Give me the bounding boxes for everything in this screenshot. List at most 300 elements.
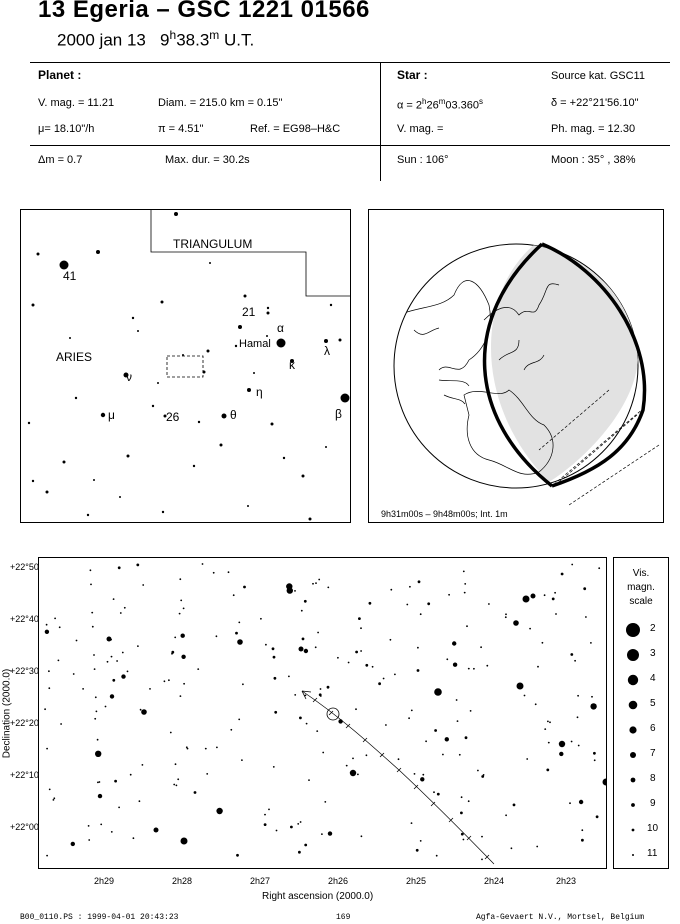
chart-star (290, 826, 293, 829)
chart-star (121, 674, 125, 678)
chart-star (394, 674, 396, 676)
chart-star (327, 587, 329, 589)
field-star (75, 397, 77, 399)
chart-star (301, 610, 303, 612)
chart-star (360, 627, 362, 629)
chart-star (82, 688, 84, 690)
scale-dot (627, 649, 639, 661)
chart-star (365, 664, 368, 667)
chart-star (237, 639, 243, 645)
chart-star (369, 602, 372, 605)
chart-star (274, 711, 277, 714)
chart-star (139, 800, 141, 802)
chart-star (324, 801, 326, 803)
label-41: 41 (63, 269, 77, 283)
field-star (266, 335, 268, 337)
chart-star (59, 626, 61, 628)
chart-star (486, 665, 488, 667)
chart-star (49, 789, 51, 791)
label-kappa: κ (289, 358, 295, 372)
chart-star (238, 622, 240, 624)
chart-star (130, 774, 132, 776)
field-star (341, 394, 350, 403)
footer-org: Agfa-Gevaert N.V., Mortsel, Belgium (476, 913, 645, 922)
event-time: 2000 jan 13 9$^h$38.3$^m$ U.T. (57, 28, 255, 50)
chart-star (465, 736, 468, 739)
chart-star (90, 584, 92, 586)
chart-star (140, 709, 142, 711)
chart-star (571, 741, 573, 743)
chart-star (358, 617, 361, 620)
chart-star (99, 781, 101, 783)
label-21: 21 (242, 305, 256, 319)
field-star (244, 295, 247, 298)
chart-star (542, 642, 544, 644)
scale-dot (629, 726, 636, 733)
chart-star (183, 683, 185, 685)
chart-star (228, 571, 230, 573)
footer-file: B00_0110.PS : 1999-04-01 20:43:23 (20, 913, 179, 922)
chart-star (526, 758, 528, 760)
moon-info: Moon : 35° , 38% (551, 154, 636, 166)
chart-star (142, 584, 144, 586)
chart-star (406, 604, 408, 606)
chart-star (48, 670, 50, 672)
chart-star (555, 613, 557, 615)
chart-star (241, 759, 243, 761)
planet-label: Planet : (38, 68, 82, 82)
chart-star (320, 688, 322, 690)
field-star (63, 461, 66, 464)
chart-star (122, 652, 124, 654)
chart-star (355, 708, 357, 710)
scale-dot (631, 778, 636, 783)
chart-star (294, 590, 296, 592)
chart-star (574, 660, 576, 662)
chart-star (90, 569, 92, 571)
chart-star (591, 696, 593, 698)
chart-star (327, 686, 330, 689)
chart-star (91, 612, 93, 614)
field-star (330, 304, 332, 306)
chart-star (536, 846, 538, 848)
chart-star (112, 679, 115, 682)
star-vmag: V. mag. = (397, 123, 444, 135)
label-hamal: Hamal (239, 338, 271, 350)
chart-star (205, 748, 207, 750)
chart-star (433, 791, 435, 793)
chart-star (477, 770, 479, 772)
chart-star (524, 695, 526, 697)
chart-star (437, 793, 440, 796)
chart-star (366, 754, 368, 756)
chart-star (505, 616, 507, 618)
chart-star (554, 592, 556, 594)
chart-star (136, 564, 139, 567)
chart-star (360, 650, 362, 652)
label-nu: ν (126, 370, 132, 384)
chart-star (581, 829, 583, 831)
chart-star (176, 785, 178, 787)
chart-star (594, 759, 596, 761)
field-star (87, 514, 89, 516)
scale-dot (629, 701, 638, 710)
chart-star (238, 719, 240, 721)
label-theta: θ (230, 408, 237, 422)
chart-star (98, 794, 102, 798)
chart-star (312, 583, 314, 585)
chart-star (308, 779, 310, 781)
field-star (238, 325, 242, 329)
star-label: Star : (397, 68, 428, 82)
chart-star (569, 802, 571, 804)
chart-star (552, 598, 555, 601)
chart-star (544, 728, 546, 730)
chart-star (46, 624, 48, 626)
x-axis-label: Right ascension (2000.0) (262, 891, 374, 902)
scale-label: 7 (650, 748, 656, 759)
planet-mu: μ= 18.10"/h (38, 123, 95, 135)
chart-star (581, 839, 584, 842)
star-phmag: Ph. mag. = 12.30 (551, 123, 636, 135)
chart-star (216, 635, 218, 637)
chart-star (378, 682, 381, 685)
chart-star (216, 747, 218, 749)
xtick-label: 2h25 (406, 876, 427, 886)
field-star (37, 253, 40, 256)
magnitude-scale (613, 557, 669, 869)
chart-star (180, 695, 182, 697)
star-delta: δ = +22°21'56.10" (551, 97, 639, 109)
field-star (119, 496, 121, 498)
chart-star (505, 814, 507, 816)
chart-star (230, 729, 232, 731)
chart-star (97, 739, 99, 741)
chart-star (260, 618, 262, 620)
scale-dot (626, 623, 640, 637)
chart-star (297, 823, 299, 825)
chart-star (171, 653, 173, 655)
chart-star (113, 598, 115, 600)
chart-star (337, 657, 339, 659)
field-star (277, 339, 286, 348)
chart-star (202, 563, 204, 565)
chart-star (300, 821, 302, 823)
field-star (271, 423, 274, 426)
chart-star (272, 647, 275, 650)
chart-star (425, 740, 427, 742)
star-source: Source kat. GSC11 (551, 70, 645, 82)
field-box (167, 356, 203, 377)
chart-star (420, 613, 422, 615)
field-star (182, 354, 184, 356)
chart-star (268, 809, 270, 811)
globe-panel (368, 209, 664, 523)
chart-star (141, 709, 147, 715)
planet-pi: π = 4.51" (158, 123, 204, 135)
chart-star (583, 587, 586, 590)
chart-star (456, 699, 458, 701)
chart-star (133, 837, 135, 839)
chart-star (434, 729, 437, 732)
chart-star (442, 754, 444, 756)
chart-star (111, 831, 113, 833)
scale-label: 10 (647, 823, 659, 834)
chart-star (273, 656, 276, 659)
chart-star (322, 752, 324, 754)
chart-star (598, 567, 600, 569)
field-star (207, 350, 210, 353)
chart-star (548, 742, 550, 744)
chart-star (53, 799, 55, 801)
xtick-label: 2h23 (556, 876, 577, 886)
chart-star (416, 849, 419, 852)
header-rule-top (30, 62, 670, 63)
field-star (127, 455, 130, 458)
field-star (161, 301, 164, 304)
planet-maxdur: Max. dur. = 30.2s (165, 154, 250, 166)
chart-star (463, 839, 465, 841)
chart-star (111, 656, 113, 658)
sun-distance: Sun : 106° (397, 154, 449, 166)
chart-star (187, 748, 189, 750)
field-star (162, 511, 164, 513)
chart-star (409, 586, 411, 588)
chart-star (546, 769, 549, 772)
chart-star (194, 791, 197, 794)
field-star (28, 422, 30, 424)
chart-star (577, 695, 579, 697)
label-26: 26 (166, 410, 180, 424)
footer-page: 169 (336, 913, 351, 922)
field-star (46, 491, 49, 494)
chart-star (559, 741, 565, 747)
chart-star (265, 644, 267, 646)
field-star (152, 405, 154, 407)
event-date: 2000 jan 13 (57, 30, 146, 50)
chart-star (173, 784, 175, 786)
chart-star (316, 730, 318, 732)
target-star-marker (327, 708, 339, 720)
header-rule-mid (30, 145, 670, 146)
chart-star (71, 842, 75, 846)
chart-star (481, 836, 483, 838)
scale-dot (632, 829, 635, 832)
chart-star (264, 823, 267, 826)
scale-dots (626, 623, 640, 856)
field-star (309, 518, 312, 521)
field-star (247, 505, 249, 507)
chart-star (304, 600, 307, 603)
chart-star (298, 851, 301, 854)
chart-star (181, 655, 185, 659)
chart-star (73, 673, 75, 675)
chart-star (95, 696, 97, 698)
scale-label: 6 (650, 723, 656, 734)
chart-star (453, 663, 457, 667)
star-alpha: $\alpha = 2^h26^m03.360^s$ (397, 97, 484, 112)
chart-star (417, 647, 419, 649)
chart-star (559, 752, 563, 756)
chart-star (179, 613, 181, 615)
chart-star (118, 566, 121, 569)
chart-star (513, 620, 519, 626)
chart-star (242, 683, 244, 685)
chart-star (417, 669, 420, 672)
label-eta: η (256, 385, 263, 399)
chart-star (299, 717, 302, 720)
planet-ref: Ref. = EG98–H&C (250, 123, 341, 135)
chart-star (236, 854, 239, 857)
chart-star (355, 651, 358, 654)
chart-star (513, 804, 516, 807)
asteroid-path (302, 691, 494, 864)
chart-star (511, 847, 513, 849)
chart-star (183, 608, 185, 610)
chart-star (95, 751, 101, 757)
chart-star (411, 710, 413, 712)
xtick-label: 2h26 (328, 876, 349, 886)
globe-caption: 9h31m00s – 9h48m00s; Int. 1m (381, 509, 508, 519)
scale-label: 3 (650, 648, 656, 659)
chart-star (48, 687, 50, 689)
xtick-label: 2h24 (484, 876, 505, 886)
label-aries: ARIES (56, 350, 93, 364)
chart-star (179, 578, 181, 580)
chart-star (577, 716, 579, 718)
chart-star (603, 779, 607, 786)
chart-star (585, 616, 587, 618)
chart-star (348, 662, 350, 664)
finder-stars (28, 212, 350, 521)
ytick-label: +22°50 (10, 562, 39, 572)
chart-star (578, 745, 580, 747)
chart-star (488, 603, 490, 605)
ytick-label: +22°30 (10, 666, 39, 676)
chart-star (517, 683, 524, 690)
chart-star (361, 835, 363, 837)
field-star (267, 307, 269, 309)
scale-label: 2 (650, 623, 656, 634)
chart-star (590, 642, 592, 644)
page-title: 13 Egeria – GSC 1221 01566 (38, 0, 370, 23)
chart-star (94, 718, 96, 720)
chart-star (216, 808, 222, 814)
chart-star (168, 679, 170, 681)
chart-star (414, 773, 416, 775)
chart-star (302, 638, 305, 641)
chart-star (452, 641, 456, 645)
chart-star (174, 637, 176, 639)
chart-star (175, 763, 177, 765)
chart-star (464, 592, 466, 594)
chart-star (107, 661, 109, 663)
chart-star (328, 831, 332, 835)
chart-star (445, 737, 449, 741)
chart-star (54, 618, 56, 620)
chart-star (372, 666, 374, 668)
scale-title-2: magn. (627, 582, 655, 593)
chart-star (213, 572, 215, 574)
chart-star (464, 583, 466, 585)
chart-star (94, 668, 96, 670)
planet-vmag: V. mag. = 11.21 (38, 97, 115, 109)
chart-star (243, 586, 246, 589)
scale-title-3: scale (629, 596, 653, 607)
chart-star (350, 770, 356, 776)
scale-dot (630, 752, 636, 758)
chart-star (398, 758, 400, 760)
chart-star (547, 721, 549, 723)
chart-star (180, 600, 182, 602)
label-alpha: α (277, 321, 284, 335)
constellation-boundary (151, 210, 350, 296)
label-lambda: λ (324, 344, 330, 358)
chart-star (460, 812, 463, 815)
chart-star (535, 703, 537, 705)
chart-star (390, 639, 392, 641)
chart-star (44, 708, 46, 710)
field-star (101, 413, 105, 417)
chart-star (418, 580, 421, 583)
chart-star (461, 796, 463, 798)
chart-star (321, 833, 323, 835)
chart-star (422, 774, 424, 776)
chart-star (118, 807, 120, 809)
chart-star (481, 775, 484, 778)
chart-star (60, 723, 62, 725)
scale-dot (628, 675, 638, 685)
chart-star (529, 628, 531, 630)
xtick-label: 2h29 (94, 876, 115, 886)
planet-dm: Δm = 0.7 (38, 154, 83, 166)
chart-star (92, 626, 94, 628)
field-star (203, 371, 206, 374)
field-star (302, 475, 305, 478)
chart-star (408, 717, 410, 719)
field-star (339, 339, 342, 342)
chart-star (304, 844, 307, 847)
ytick-label: +22°20 (10, 718, 39, 728)
chart-star (46, 855, 48, 857)
chart-star (181, 838, 188, 845)
chart-star (570, 653, 573, 656)
chart-star (264, 814, 266, 816)
finder-chart (20, 209, 351, 523)
chart-star (411, 822, 413, 824)
chart-star (88, 839, 90, 841)
chart-star (46, 748, 48, 750)
chart-star (420, 840, 422, 842)
chart-star (457, 720, 459, 722)
chart-star (177, 778, 179, 780)
chart-star (276, 830, 278, 832)
xtick-label: 2h28 (172, 876, 193, 886)
chart-star (233, 594, 235, 596)
label-triangulum: TRIANGULUM (173, 237, 253, 251)
chart-star (390, 589, 392, 591)
chart-star (481, 859, 483, 861)
chart-star (590, 703, 596, 709)
chart-star (537, 666, 539, 668)
field-star (324, 339, 328, 343)
chart-star (448, 594, 450, 596)
field-star (32, 480, 34, 482)
chart-star (318, 579, 320, 581)
field-star (93, 479, 95, 481)
chart-star (549, 721, 551, 723)
chart-star (480, 646, 482, 648)
